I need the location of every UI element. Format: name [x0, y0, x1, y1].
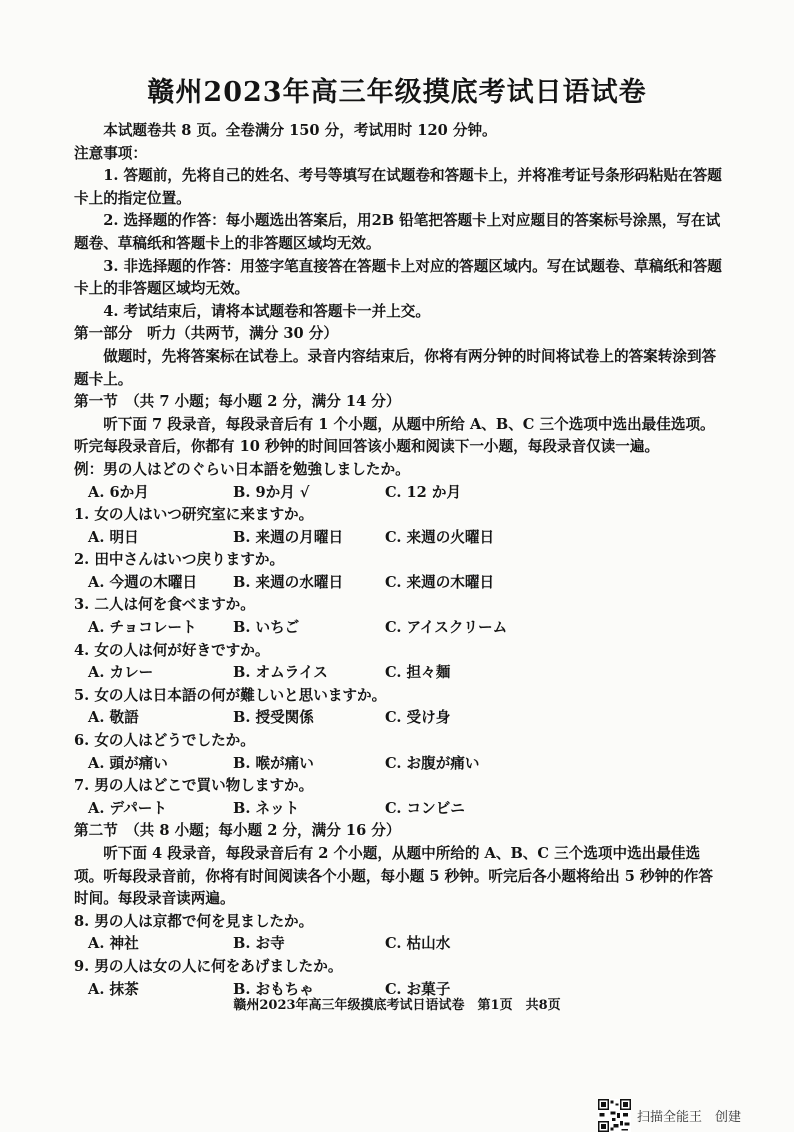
- option-b: B. 9か月 √: [233, 483, 310, 501]
- note-1: 1. 答题前，先将自己的姓名、考号等填写在试题卷和答题卡上，并将准考证号条形码粘贴在答题卡上的指定位置。: [74, 167, 722, 207]
- option-a: A. 抹茶: [88, 980, 139, 998]
- option-b: B. オムライス: [233, 664, 328, 682]
- question-8-options: [74, 933, 724, 956]
- part1-heading: 第一部分 听力（共两节，满分 30 分）: [74, 325, 338, 343]
- page-footer: 赣州2023年高三年级摸底考试日语试卷 第1页 共8页: [233, 998, 561, 1013]
- question-1: 1. 女の人はいつ研究室に来ますか。: [74, 506, 314, 524]
- question-8: 8. 男の人は京都で何を見ましたか。: [74, 912, 314, 930]
- question-4-options: [74, 662, 724, 685]
- option-c: C. お腹が痛い: [385, 754, 480, 772]
- option-b: B. 授受関係: [233, 709, 314, 727]
- question-5-options: [74, 707, 724, 730]
- question-7-options: [74, 798, 724, 821]
- exam-summary: 本试题卷共 8 页。全卷满分 150 分，考试用时 120 分钟。: [103, 122, 497, 139]
- option-b: B. いちご: [233, 619, 300, 637]
- question-2: 2. 田中さんはいつ戻りますか。: [74, 551, 285, 569]
- option-b: B. 来週の水曜日: [233, 573, 344, 591]
- option-c: C. 受け身: [385, 709, 451, 727]
- page-title: 赣州2023年高三年级摸底考试日语试卷: [147, 77, 647, 108]
- question-4: 4. 女の人は何が好きですか。: [74, 641, 270, 659]
- option-a: A. 敬語: [88, 709, 139, 727]
- question-9: 9. 男の人は女の人に何をあげましたか。: [74, 957, 343, 975]
- section1-heading: 第一节 （共 7 小题；每小题 2 分，满分 14 分）: [74, 393, 401, 411]
- question-6: 6. 女の人はどうでしたか。: [74, 732, 255, 750]
- option-c: C. アイスクリーム: [385, 619, 508, 637]
- section2-heading: 第二节 （共 8 小题；每小题 2 分，满分 16 分）: [74, 822, 401, 840]
- option-c: C. 担々麺: [385, 664, 451, 682]
- option-a: A. 明日: [88, 528, 139, 546]
- question-2-options: [74, 572, 724, 595]
- section1-instruction: 听下面 7 段录音，每段录音后有 1 个小题，从题中所给 A、B、C 三个选项中选出最佳选项。听完每段录音后，你都有 10 秒钟的时间回答该小题和阅读下一小题，每段录音仅读一遍。: [74, 415, 715, 456]
- question-3: 3. 二人は何を食べますか。: [74, 596, 255, 614]
- question-5: 5. 女の人は日本語の何が難しいと思いますか。: [74, 686, 387, 704]
- option-a: A. チョコレート: [88, 619, 197, 637]
- option-c: C. 来週の火曜日: [385, 528, 495, 546]
- option-c: C. コンビニ: [385, 799, 465, 817]
- option-b: B. おもちゃ: [233, 980, 314, 998]
- part1-instruction: 做题时，先将答案标在试卷上。录音内容结束后，你将有两分钟的时间将试卷上的答案转涂到答题卡上。: [74, 347, 717, 388]
- question-6-options: [74, 753, 724, 776]
- option-a: A. 神社: [88, 935, 139, 953]
- option-b: B. ネット: [233, 799, 300, 817]
- question-7: 7. 男の人はどこで買い物しますか。: [74, 777, 314, 795]
- notes-heading: 注意事项：: [74, 144, 147, 162]
- note-4: 4. 考试结束后，请将本试题卷和答题卡一并上交。: [103, 302, 430, 320]
- question-1-options: [74, 527, 724, 550]
- option-c: C. 枯山水: [385, 935, 451, 953]
- option-a: A. カレー: [88, 664, 154, 682]
- option-c: C. 12 か月: [385, 483, 462, 501]
- option-a: A. 頭が痛い: [88, 754, 168, 772]
- option-b: B. 喉が痛い: [233, 754, 314, 772]
- note-3: 3. 非选择题的作答：用签字笔直接答在答题卡上对应的答题区域内。写在试题卷、草稿纸和答题卡上的非答题区域均无效。: [74, 257, 722, 298]
- exam-content: [74, 120, 724, 1001]
- option-b: B. お寺: [233, 935, 285, 953]
- example-options: [74, 482, 724, 505]
- scanner-label: 扫描全能王 创建: [637, 1110, 742, 1125]
- question-3-options: [74, 617, 724, 640]
- option-b: B. 来週の月曜日: [233, 528, 344, 546]
- option-a: A. 今週の木曜日: [88, 573, 198, 591]
- note-2: 2. 选择题的作答：每小题选出答案后，用2B 铅笔把答题卡上对应题目的答案标号涂黑，写在试题卷、草稿纸和答题卡上的非答题区域均无效。: [74, 212, 721, 252]
- scanner-watermark: [598, 1099, 741, 1132]
- option-c: C. 来週の木曜日: [385, 573, 495, 591]
- option-a: A. デパート: [88, 799, 167, 817]
- option-c: C. お菓子: [385, 980, 451, 998]
- section2-instruction: 听下面 4 段录音，每段录音后有 2 个小题，从题中所给的 A、B、C 三个选项中选出最佳选项。听每段录音前，你将有时间阅读各个小题，每小题 5 秒钟。听完后各小题将给出 5 秒钟的作答时间。每段录音读两遍。: [74, 845, 713, 908]
- qr-code-icon: [598, 1099, 631, 1132]
- example-question: 例：男の人はどのぐらい日本語を勉強しましたか。: [74, 460, 410, 478]
- option-a: A. 6か月: [88, 483, 149, 501]
